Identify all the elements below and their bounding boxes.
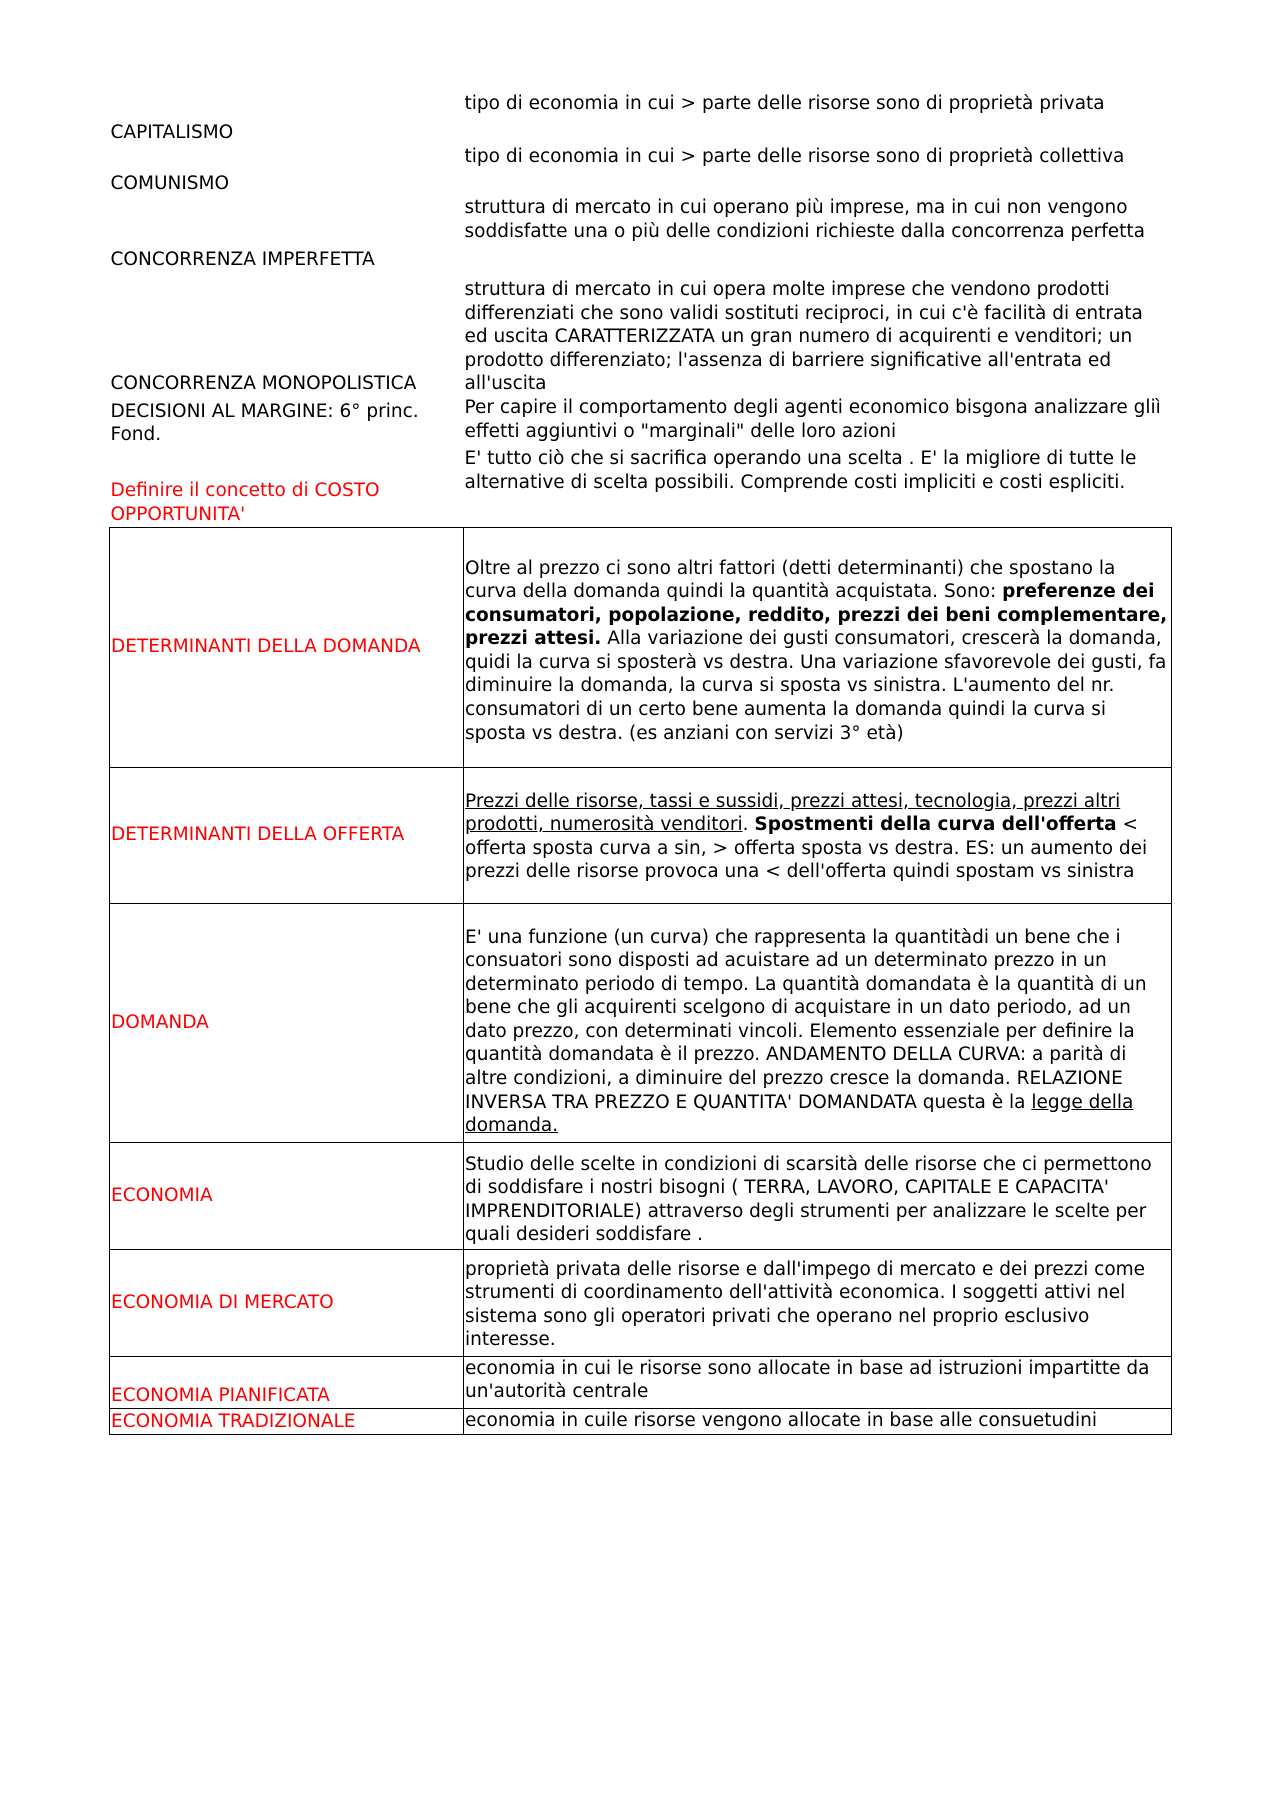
glossary-table (109, 92, 1172, 1435)
definition-cell: economia in cui le risorse sono allocate in base ad istruzioni impartitte da un'autorità centrale (464, 1356, 1172, 1408)
definition-cell: E' tutto ciò che si sacrifica operando una scelta . E' la migliore di tutte le alternative di scelta possibili. Comprende costi impliciti e costi espliciti. (464, 448, 1137, 493)
term-cell: ECONOMIA DI MERCATO (110, 1249, 464, 1356)
definition-cell: Prezzi delle risorse, tassi e sussidi, prezzi attesi, tecnologia, prezzi altri prodotti, numerosità venditori. Spostmenti della curva dell'offerta < offerta sposta curva a sin, > offerta sposta vs destra. ES: un aumento dei prezzi delle risorse provoca una < dell'offerta quindi spostam vs sinistra (464, 767, 1172, 903)
term-cell: DECISIONI AL MARGINE: 6° princ. Fond. (110, 400, 419, 446)
term-cell: ECONOMIA TRADIZIONALE (110, 1408, 464, 1434)
table-row (110, 447, 1172, 527)
table-row (110, 1356, 1172, 1408)
definition-cell: Oltre al prezzo ci sono altri fattori (detti determinanti) che spostano la curva della domanda quindi la quantità acquistata. Sono: preferenze dei consumatori, popolazione, reddito, prezzi dei beni complementare, prezzi attesi. Alla variazione dei gusti consumatori, crescerà la domanda, quidi la curva si sposterà vs destra. Una variazione sfavorevole dei gusti, fa diminuire la domanda, la curva si sposta vs sinistra. L'aumento del nr. consumatori di un certo bene aumenta la domanda quindi la curva si sposta vs destra. (es anziani con servizi 3° età) (464, 527, 1172, 767)
definition-cell: struttura di mercato in cui opera molte imprese che vendono prodotti differenziati che sono validi sostituti reciproci, in cui c'è facilità di entrata ed uscita CARATTERIZZATA un gran numero di acquirenti e venditori; un prodotto differenziato; l'assenza di barriere significative all'entrata ed all'uscita (464, 279, 1143, 395)
definition-cell: struttura di mercato in cui operano più imprese, ma in cui non vengono soddisfatte una o più delle condizioni richieste dalla concorrenza perfetta (464, 197, 1145, 242)
term-cell: DETERMINANTI DELLA DOMANDA (110, 527, 464, 767)
definition-cell: tipo di economia in cui > parte delle risorse sono di proprietà privata (464, 93, 1105, 114)
term-cell: DOMANDA (110, 903, 464, 1142)
term-cell: ECONOMIA (110, 1142, 464, 1249)
table-row (110, 196, 1172, 272)
table-row (110, 1249, 1172, 1356)
table-row (110, 1142, 1172, 1249)
definition-cell: tipo di economia in cui > parte delle risorse sono di proprietà collettiva (464, 146, 1125, 167)
definition-cell: Per capire il comportamento degli agenti economico bisgona analizzare gliì effetti aggiuntivi o "marginali" delle loro azioni (464, 397, 1161, 442)
term-cell: CONCORRENZA IMPERFETTA (110, 249, 375, 271)
table-row (110, 767, 1172, 903)
term-cell: COMUNISMO (110, 173, 230, 195)
term-cell: DETERMINANTI DELLA OFFERTA (110, 767, 464, 903)
table-row (110, 272, 1172, 396)
table-row (110, 903, 1172, 1142)
definition-cell: economia in cuile risorse vengono allocate in base alle consuetudini (464, 1408, 1172, 1434)
term-cell: Definire il concetto di COSTO OPPORTUNITA' (110, 480, 380, 525)
table-row (110, 1408, 1172, 1434)
term-cell: CONCORRENZA MONOPOLISTICA (110, 373, 417, 395)
table-row (110, 92, 1172, 145)
table-row (110, 396, 1172, 447)
definition-cell: E' una funzione (un curva) che rappresenta la quantitàdi un bene che i consuatori sono disposti ad acuistare ad un determinato prezzo in un determinato periodo di tempo. La quantità domandata è la quantità di un bene che gli acquirenti scelgono di acquistare in un dato periodo, ad un dato prezzo, con determinati vincoli. Elemento essenziale per definire la quantità domandata è il prezzo. ANDAMENTO DELLA CURVA: a parità di altre condizioni, a diminuire del prezzo cresce la domanda. RELAZIONE INVERSA TRA PREZZO E QUANTITA' DOMANDATA questa è la legge della domanda. (464, 903, 1172, 1142)
term-cell: ECONOMIA PIANIFICATA (110, 1356, 464, 1408)
definition-cell: proprietà privata delle risorse e dall'impego di mercato e dei prezzi come strumenti di coordinamento dell'attività economica. I soggetti attivi nel sistema sono gli operatori privati che operano nel proprio esclusivo interesse. (464, 1249, 1172, 1356)
term-cell: CAPITALISMO (110, 122, 234, 144)
table-row (110, 527, 1172, 767)
table-row (110, 145, 1172, 196)
definition-cell: Studio delle scelte in condizioni di scarsità delle risorse che ci permettono di soddisfare i nostri bisogni ( TERRA, LAVORO, CAPITALE E CAPACITA' IMPRENDITORIALE) attraverso degli strumenti per analizzare le scelte per quali desideri soddisfare . (464, 1142, 1172, 1249)
